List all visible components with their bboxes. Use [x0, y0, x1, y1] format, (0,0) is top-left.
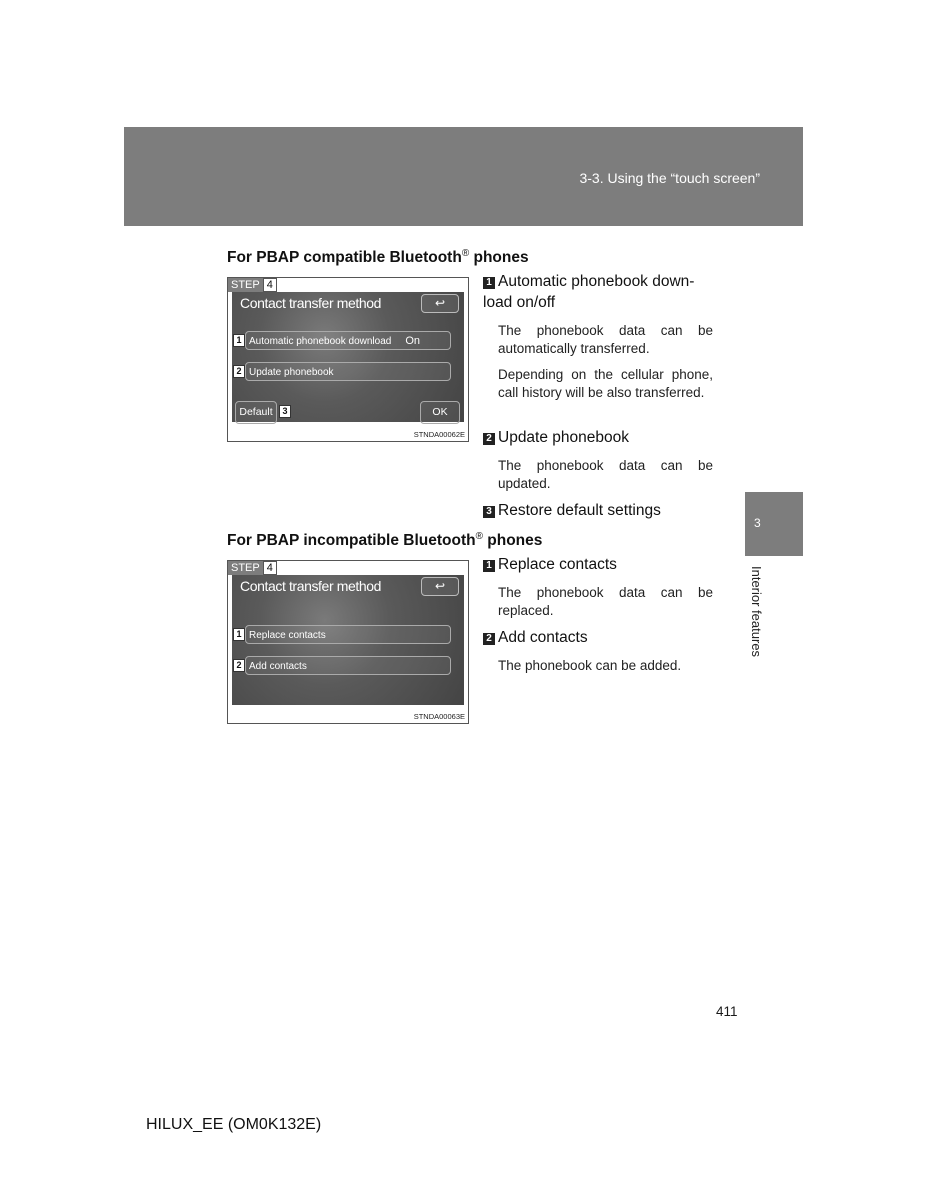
item-replace-contacts	[483, 554, 713, 575]
step-indicator	[228, 561, 277, 575]
chapter-tab	[745, 492, 803, 556]
callout-2: 2	[233, 365, 245, 378]
back-button[interactable]: ↩	[421, 294, 459, 313]
step-number: 4	[263, 278, 277, 292]
item-title: Automatic phonebook down-	[498, 273, 695, 290]
step-label: STEP	[228, 561, 263, 575]
replace-contacts-button[interactable]	[245, 625, 451, 644]
paragraph: The phonebook data can be updated.	[498, 458, 713, 491]
figure-code: STNDA00063E	[413, 712, 465, 721]
registered-mark: ®	[475, 531, 483, 542]
section2-heading	[227, 531, 542, 550]
section1-heading-end: phones	[469, 249, 529, 267]
ok-button[interactable]: OK	[420, 401, 460, 424]
callout-1: 1	[233, 334, 245, 347]
screen-title: Contact transfer method	[240, 578, 381, 594]
item-add-contacts	[483, 627, 713, 648]
item-update-phonebook	[483, 427, 713, 448]
item-title-cont: load on/off	[483, 294, 556, 311]
step-label: STEP	[228, 278, 263, 292]
replace-contacts-label: Replace contacts	[249, 630, 326, 641]
touch-screen	[232, 575, 464, 705]
chapter-number: 3	[754, 516, 761, 530]
screen-title: Contact transfer method	[240, 295, 381, 311]
item-restore-defaults	[483, 500, 713, 521]
paragraph: The phonebook data can be replaced.	[498, 585, 713, 618]
item-title: Update phonebook	[498, 429, 630, 446]
item-number-badge: 2	[483, 633, 495, 645]
auto-download-button[interactable]	[245, 331, 451, 350]
step-indicator	[228, 278, 277, 292]
registered-mark: ®	[461, 248, 470, 259]
section-title: 3-3. Using the “touch screen”	[579, 170, 760, 186]
paragraph: The phonebook data can be automatically transferred.	[498, 323, 713, 356]
page-number: 411	[716, 1004, 738, 1019]
section1-heading-text: For PBAP compatible Bluetooth	[227, 249, 462, 267]
default-button[interactable]: Default	[235, 401, 277, 424]
item-title: Restore default settings	[498, 502, 661, 519]
figure-incompatible	[227, 560, 469, 724]
update-phonebook-label: Update phonebook	[249, 367, 334, 378]
section1-heading	[227, 248, 529, 267]
callout-1: 1	[233, 628, 245, 641]
update-phonebook-button[interactable]	[245, 362, 451, 381]
figure-compatible	[227, 277, 469, 442]
auto-download-label: Automatic phonebook download	[249, 336, 392, 347]
item-title: Replace contacts	[498, 556, 617, 573]
item-number-badge: 1	[483, 277, 495, 289]
add-contacts-button[interactable]	[245, 656, 451, 675]
section2-heading-end: phones	[482, 532, 543, 550]
section2-heading-text: For PBAP incompatible Bluetooth	[227, 532, 476, 550]
item-title: Add contacts	[498, 629, 588, 646]
item-number-badge: 1	[483, 560, 495, 572]
step-number: 4	[263, 561, 277, 575]
auto-download-value: On	[405, 335, 420, 347]
callout-2: 2	[233, 659, 245, 672]
item-number-badge: 2	[483, 433, 495, 445]
item-auto-download	[483, 271, 713, 313]
item-number-badge: 3	[483, 506, 495, 518]
paragraph: The phonebook can be added.	[498, 658, 682, 673]
chapter-label: Interior features	[749, 566, 764, 658]
paragraph: Depending on the cellular phone, call history will be also transferred.	[498, 367, 713, 400]
touch-screen	[232, 292, 464, 422]
footer-code: HILUX_EE (OM0K132E)	[146, 1116, 322, 1133]
callout-3: 3	[279, 405, 291, 418]
figure-code: STNDA00062E	[413, 430, 465, 439]
header-band	[124, 127, 803, 226]
add-contacts-label: Add contacts	[249, 661, 307, 672]
back-button[interactable]: ↩	[421, 577, 459, 596]
